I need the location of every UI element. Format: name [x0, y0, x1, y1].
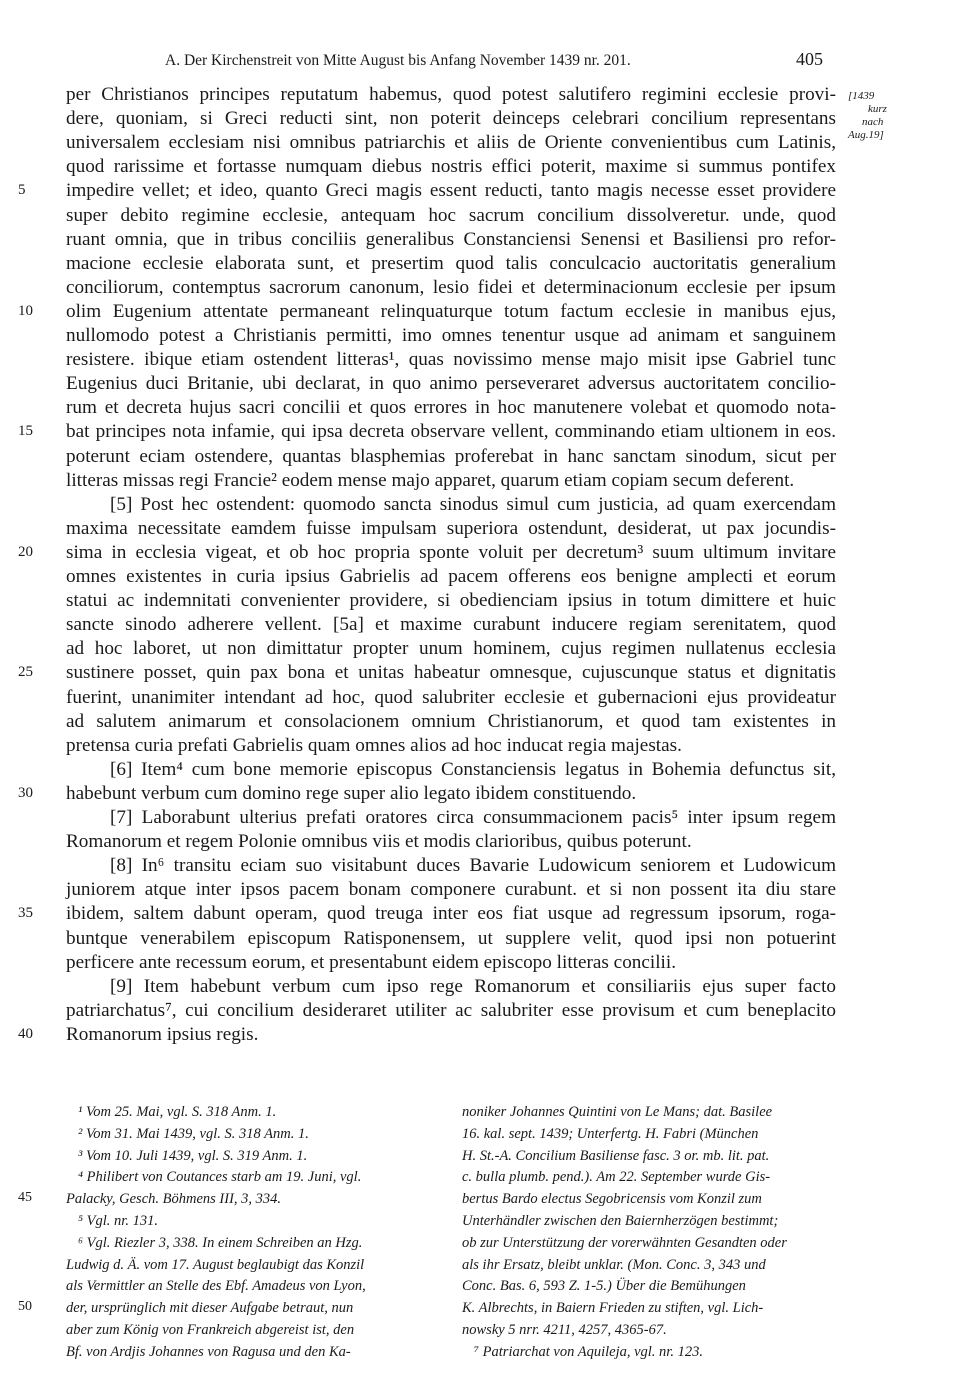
text-line: bat principes nota infamie, qui ipsa decreta observare vellent, comminando etiam ultionem in eos. — [66, 421, 836, 443]
text-line: [5] Post hec ostendent: quomodo sancta sinodus simul cum justicia, ad quam exercendam — [110, 493, 836, 515]
text-line: juniorem atque inter ipsos pacem bonam componere curabunt. et si non possent ita diu stare — [66, 879, 836, 901]
line-number: 50 — [18, 1299, 32, 1315]
footnote-line: ob zur Unterstützung der vorerwähnten Gesandten oder — [462, 1234, 787, 1251]
running-title: A. Der Kirchenstreit von Mitte August bis Anfang November 1439 nr. 201. — [165, 52, 631, 69]
margin-note-line: nach — [862, 116, 884, 128]
text-line: conciliorum, contemptus sacrorum canonum, lesio fidei et determinacionum ecclesie per ipsum — [66, 276, 836, 298]
text-line: [7] Laborabunt ulterius prefati oratores circa consummacionem pacis⁵ inter ipsum regem — [110, 807, 836, 828]
text-line: Romanorum ipsius regis. — [66, 1023, 259, 1045]
footnote-line: Unterhändler zwischen den Baiernherzögen bestimmt; — [462, 1213, 779, 1229]
text-line: buntque venerabilem episcopum Ratisponensem, ut supplere velit, quod ipsi non potuerint — [66, 927, 836, 949]
footnote-line: nowsky 5 nrr. 4211, 4257, 4365-67. — [462, 1322, 667, 1338]
text-line: quod rarissime et fortasse numquam diebus nostris effici poterit, maxime si summus pontifex — [66, 156, 836, 178]
text-line: resistere. ibique etiam ostendent litteras¹, quas novissimo mense majo misit ipse Gabriel tunc — [66, 349, 836, 371]
text-line: [6] Item⁴ cum bone memorie episcopus Constanciensis legatus in Bohemia defunctus sit, — [110, 758, 836, 780]
footnote-line: ² Vom 31. Mai 1439, vgl. S. 318 Anm. 1. — [78, 1125, 309, 1142]
footnote-line: ¹ Vom 25. Mai, vgl. S. 318 Anm. 1. — [78, 1104, 277, 1120]
text-line: ad hoc laboret, ut non dimittatur propter unum hominem, cujus regimen nullatenus ecclesia — [66, 638, 836, 660]
text-line: universalem ecclesiam nisi omnibus patriarchis et aliis de Oriente convenientibus cum Latinis, — [66, 132, 836, 154]
text-line: fuerint, unanimiter intendant ad hoc, quod salubriter ecclesie et gubernacioni ejus provideatur — [66, 686, 836, 708]
footnote-line: 16. kal. sept. 1439; Unterfertg. H. Fabri (München — [462, 1125, 759, 1142]
text-line: sima in ecclesia vigeat, et ob hoc propria sponte voluit per decretum³ suum ultimum invitare — [66, 541, 836, 563]
text-line: pretensa curia prefati Gabrielis quam omnes alios ad hoc inducat regia majestas. — [66, 734, 682, 756]
text-line: dere, quoniam, si Greci reducti sint, non poterit deinceps celebrari concilium representans — [66, 108, 836, 130]
line-number: 30 — [18, 784, 33, 801]
footnote-line: ⁷ Patriarchat von Aquileja, vgl. nr. 123. — [474, 1343, 703, 1360]
line-number: 10 — [18, 302, 33, 319]
line-number: 40 — [18, 1025, 33, 1042]
text-line: sustinere posset, quin pax bona et unitas habeatur omnesque, cujuscunque status et dignitatis — [66, 662, 836, 684]
footnote-line: ⁴ Philibert von Coutances starb am 19. Juni, vgl. — [78, 1169, 362, 1186]
footnote-line: Bf. von Ardjis Johannes von Ragusa und den Ka- — [66, 1343, 351, 1360]
margin-date-note — [848, 90, 908, 142]
text-line: [9] Item habebunt verbum cum ipso rege Romanorum et consiliariis ejus super facto — [110, 975, 836, 997]
line-number: 5 — [18, 182, 26, 199]
text-line: olim Eugenium attentate permaneant relinquaturque totum factum ecclesie in manibus ejus, — [66, 300, 836, 322]
footnote-line: H. St.-A. Concilium Basiliense fasc. 3 or. mb. lit. pat. — [462, 1147, 770, 1164]
footnote-line: aber zum König von Frankreich abgereist ist, den — [66, 1322, 355, 1338]
line-number: 25 — [18, 664, 33, 681]
text-line: per Christianos principes reputatum habemus, quod potest salutifero regimini ecclesie provi- — [66, 84, 836, 105]
text-line: Eugenius duci Britanie, ubi declarat, in quo animo perseveraret adversus auctoritatem concilio- — [66, 373, 836, 395]
line-number: 35 — [18, 905, 33, 922]
text-line: statui ac indemnitati convenienter providere, si obedienciam ipsius in totum dimittere et huic — [66, 590, 836, 612]
text-line: [8] In⁶ transitu eciam suo visitabunt duces Bavarie Ludowicum seniorem et Ludowicum — [110, 855, 836, 877]
footnote-line: c. bulla plumb. pend.). Am 22. September wurde Gis- — [462, 1169, 771, 1186]
page-number: 405 — [796, 49, 823, 69]
footnote-line: ⁵ Vgl. nr. 131. — [78, 1213, 158, 1229]
footnote-line: Conc. Bas. 6, 593 Z. 1-5.) Über die Bemühungen — [462, 1278, 746, 1295]
footnote-line: Ludwig d. Ä. vom 17. August beglaubigt das Konzil — [66, 1256, 365, 1273]
footnote-line: ⁶ Vgl. Riezler 3, 338. In einem Schreiben an Hzg. — [78, 1234, 363, 1251]
text-line: rum et decreta hujus sacri concilii et quos errores in hoc manutenere volebat et quomodo nota- — [66, 397, 836, 419]
line-number: 15 — [18, 423, 33, 440]
footnote-line: ³ Vom 10. Juli 1439, vgl. S. 319 Anm. 1. — [78, 1147, 308, 1164]
line-number: 45 — [18, 1190, 32, 1206]
text-line: maxima necessitate eamdem fuisse impulsam superiora ostendunt, desiderat, ut pax jocundis- — [66, 517, 836, 539]
footnote-line: als Vermittler an Stelle des Ebf. Amadeus von Lyon, — [66, 1278, 366, 1295]
text-line: patriarchatus⁷, cui concilium desideraret utiliter ac salubriter esse provisum et cum beneplacito — [66, 999, 836, 1021]
text-line: ad salutem animarum et consolacionem omnium Christianorum, et quod tam existentes in — [66, 710, 836, 732]
footnote-line: K. Albrechts, in Baiern Frieden zu stiften, vgl. Lich- — [462, 1300, 764, 1317]
text-line: impedire vellet; et ideo, quanto Greci magis essent reducti, tanto magis necesse esset providere — [66, 180, 836, 202]
line-number: 20 — [18, 543, 33, 560]
text-line: ruant omnia, que in tribus conciliis generalibus Constanciensi Senensi et Basiliensi pro refor- — [66, 228, 836, 250]
margin-note-line: [1439 — [848, 90, 875, 102]
text-line: macione ecclesie elaborata sunt, et presertim quod talis conculcacio auctoritatis generalium — [66, 252, 836, 274]
margin-note-line: Aug.19] — [848, 129, 884, 141]
footnote-line: als ihr Ersatz, bleibt unklar. (Mon. Conc. 3, 343 und — [462, 1256, 766, 1273]
footnote-line: Palacky, Gesch. Böhmens III, 3, 334. — [66, 1191, 282, 1208]
text-line: litteras missas regi Francie² eodem mense majo apparet, quarum etiam copiam secum deferent. — [66, 469, 795, 491]
text-line: sancte sinodo adherere vellent. [5a] et maxime curabunt inducere regiam serenitatem, quod — [66, 614, 836, 636]
text-line: nullomodo potest a Christianis permitti, imo omnes tenentur usque ad animam et sanguinem — [66, 325, 836, 346]
text-line: Romanorum et regem Polonie omnibus viis et modis clarioribus, quibus poterunt. — [66, 831, 692, 853]
footnote-line: bertus Bardo electus Segobricensis vom Konzil zum — [462, 1191, 762, 1208]
footnote-line: noniker Johannes Quintini von Le Mans; dat. Basilee — [462, 1104, 773, 1120]
text-line: omnes existentes in curia ipsius Gabrielis ad pacem offerens eos benigne amplecti et eorum — [66, 566, 836, 587]
text-line: ibidem, saltem dabunt operam, quod treuga inter eos fiat usque ad regressum ipsorum, roga- — [66, 903, 836, 925]
text-line: habebunt verbum cum domino rege super alio legato ibidem constituendo. — [66, 782, 637, 804]
footnote-line: der, ursprünglich mit dieser Aufgabe betraut, nun — [66, 1300, 354, 1317]
text-line: perficere ante recessum eorum, et presentabunt eidem episcopo litteras concilii. — [66, 951, 677, 973]
text-line: super debito regimine ecclesie, antequam hoc sacrum concilium dissolveretur. unde, quod — [66, 204, 836, 226]
margin-note-line: kurz — [868, 103, 887, 115]
text-line: poterunt eciam ostendere, quantas blasphemias proferebat in hanc sanctam sinodum, sicut per — [66, 445, 836, 467]
